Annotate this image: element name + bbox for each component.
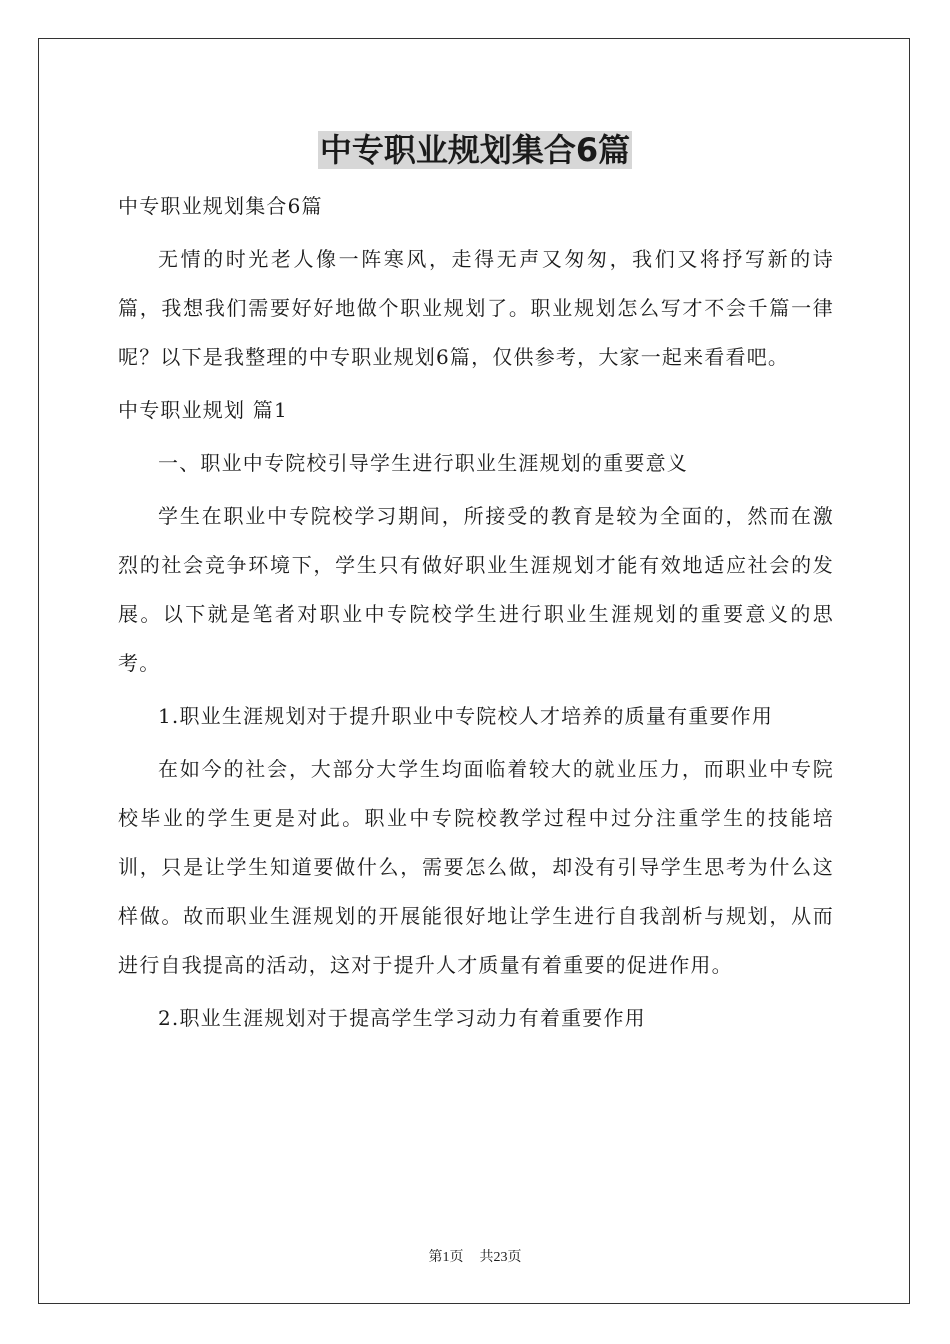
paragraph: 学生在职业中专院校学习期间，所接受的教育是较为全面的，然而在激烈的社会竞争环境下，学生只有做好职业生涯规划才能有效地适应社会的发展。以下就是笔者对职业中专院校学生进行职业生涯规划的重要意义的思考。: [118, 504, 834, 675]
paragraph-subtitle: 中专职业规划集合6篇: [118, 194, 323, 218]
document-body: [118, 182, 834, 1043]
paragraph-point-2: 2.职业生涯规划对于提高学生学习动力有着重要作用: [158, 1006, 646, 1030]
document-title: [0, 128, 950, 172]
section-heading: 中专职业规划 篇1: [118, 398, 288, 422]
paragraph: 在如今的社会，大部分大学生均面临着较大的就业压力，而职业中专院校毕业的学生更是对此。职业中专院校教学过程中过分注重学生的技能培训，只是让学生知道要做什么，需要怎么做，却没有引导学生思考为什么这样做。故而职业生涯规划的开展能很好地让学生进行自我剖析与规划，从而进行自我提高的活动，这对于提升人才质量有着重要的促进作用。: [118, 757, 834, 977]
document-title-text: 中专职业规划集合6篇: [319, 131, 631, 169]
page-total: 共23页: [479, 1250, 522, 1265]
page-footer: [0, 1248, 950, 1268]
paragraph-intro: 无情的时光老人像一阵寒风，走得无声又匆匆，我们又将抒写新的诗篇，我想我们需要好好地做个职业规划了。职业规划怎么写才不会千篇一律呢？以下是我整理的中专职业规划6篇，仅供参考，大家一起来看看吧。: [118, 247, 834, 369]
paragraph-point-1: 1.职业生涯规划对于提升职业中专院校人才培养的质量有重要作用: [158, 704, 774, 728]
paragraph-heading-1: 一、职业中专院校引导学生进行职业生涯规划的重要意义: [158, 451, 688, 475]
page-number: 第1页: [428, 1250, 464, 1265]
